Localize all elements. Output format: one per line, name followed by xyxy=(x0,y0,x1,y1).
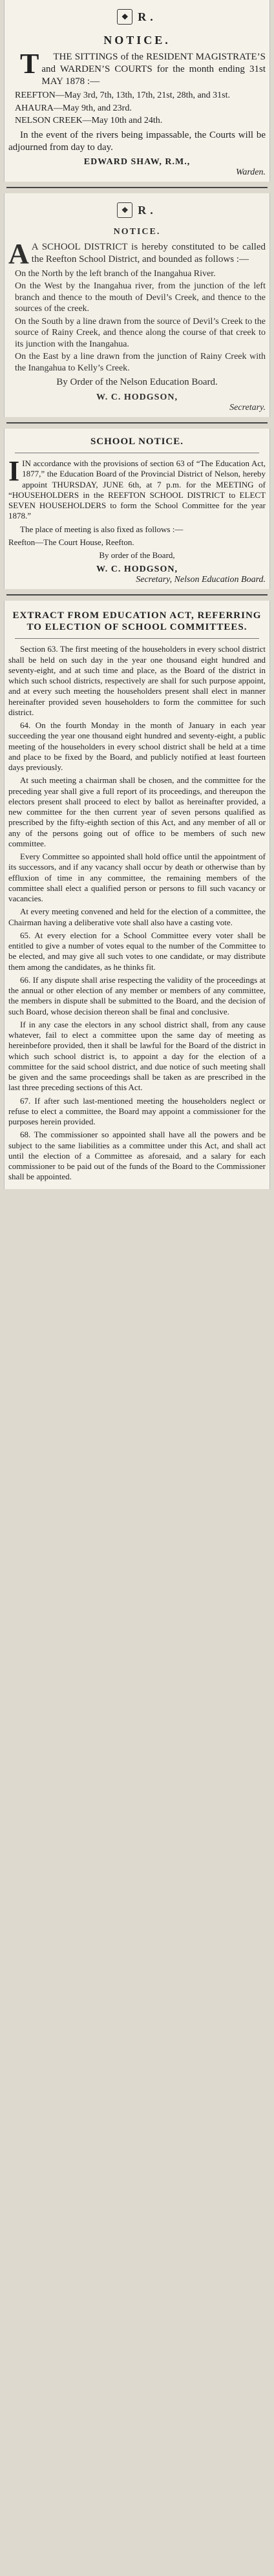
masthead xyxy=(8,4,266,30)
sitting-item: REEFTON—May 3rd, 7th, 13th, 17th, 21st, 28th, and 31st. xyxy=(15,91,231,101)
notice-badge: R. xyxy=(138,10,157,23)
notice-body-text: A SCHOOL DISTRICT is hereby constituted to be called the Reefton School District, and bounded as follows :— xyxy=(31,242,266,264)
sittings-list xyxy=(8,90,266,127)
paragraph-67: If in any case the electors in any school district shall, from any cause whatever, fail to elect a committee upon the same day of meeting as hereinbefore provided, then it shall be lawful for the Board of the district in which such school district is, to appoint a day for the election of a committee for the said school district, and due notice of such meeting shall be given and the same proceedings shall be taken as are prescribed in the last three preceding sections of this Act. xyxy=(8,1019,266,1093)
boundary-item: On the North by the left branch of the Inangahua River. xyxy=(15,268,216,279)
notice-body-text: IN accordance with the provisions of section 63 of “The Education Act, 1877,” the Education Board of the Provincial District of Nelson, hereby appoint THURSDAY, JUNE 6th, at 7 p.m. for the MEETING of “HOUSEHOLDERS in the REEFTON SCHOOL DISTRICT to ELECT SEVEN HOUSEHOLDERS to form the School Committee for the year 1878.” xyxy=(8,458,266,521)
paragraph-chairman: At every meeting convened and held for the election of a committee, the Chairman having a deliberative vote shall also have a casting vote. xyxy=(8,907,266,927)
extract-headline: EXTRACT FROM EDUCATION ACT, REFERRING TO ELECTION OF SCHOOL COMMITTEES. xyxy=(12,610,262,633)
masthead xyxy=(8,197,266,223)
boundary-item: On the East by a line drawn from the junction of Rainy Creek with the Inangahua to Kelly’s Creek. xyxy=(15,352,266,373)
by-order: By Order of the Nelson Education Board. xyxy=(56,377,218,388)
sitting-item: NELSON CREEK—May 10th and 24th. xyxy=(15,116,163,126)
by-order: By order of the Board, xyxy=(99,550,175,560)
divider xyxy=(6,422,268,424)
notice-intro xyxy=(8,48,266,87)
notice-school-meeting xyxy=(4,429,270,589)
royal-crest-icon: ❖ xyxy=(117,9,132,25)
paragraph-committee: Every Committee so appointed shall hold office until the appointment of its successors, and if any vacancy shall occur by death or otherwise than by effluxion of time in any committee, the remaining members of the committee shall elect a qualified person or persons to fill such vacancy or vacancies. xyxy=(8,852,266,903)
signatory-role: Secretary, Nelson Education Board. xyxy=(136,575,266,585)
dropcap: T xyxy=(20,48,39,80)
dropcap: I xyxy=(8,455,20,487)
place: Reefton—The Court House, Reefton. xyxy=(8,537,134,547)
notice-title: NOTICE. xyxy=(103,34,171,47)
divider xyxy=(6,187,268,188)
notice-school-district xyxy=(4,193,270,417)
section-64: 64. On the fourth Monday in the month of January in each year succeeding the year one thousand eight hundred and seventy-eight, a public meeting of the householders in every school district shall be held at a time and place to be fixed by the Board, and publicly notified at least fourteen days previously. xyxy=(8,720,266,772)
dropcap: A xyxy=(8,238,29,270)
notice-title: SCHOOL NOTICE. xyxy=(90,436,184,447)
boundary-item: On the West by the Inangahua river, from the junction of the left branch and thence to the mouth of Devil’s Creek, and thence to the sources of the creek. xyxy=(15,281,266,314)
royal-crest-icon: ❖ xyxy=(117,202,132,218)
boundary-list xyxy=(8,268,266,374)
section-63: Section 63. The first meeting of the householders in every school district shall be held on such day in the year one thousand eight hundred and seventy-eight, and at such time and place, as the Board of the district in which such school districts, respectively are shall for such purpose appoint, and at every such meeting the householders present shall elect in manner hereinafter provided seven householders to form the committee for such district. xyxy=(8,644,266,717)
notice-title: NOTICE. xyxy=(113,227,161,237)
notice-note: In the event of the rivers being impassable, the Courts will be adjourned from day to day. xyxy=(8,129,266,153)
signature-block xyxy=(8,564,266,585)
notice-body xyxy=(8,455,266,522)
divider xyxy=(6,594,268,596)
section-65: 65. At every election for a School Committee every voter shall be entitled to give a number of votes equal to the number of the Committee to be elected, and may give all such votes to one candidate, or may distribute them among the candidates, as he thinks fit. xyxy=(8,930,266,972)
signatory-role: Warden. xyxy=(235,167,266,178)
signatory-role: Secretary. xyxy=(229,403,266,413)
section-68: 68. The commissioner so appointed shall have all the powers and be subject to the same liabilities as a committee under this Act, and shall act until the election of a Committee as aforesaid, and a salary for each commissioner to be paid out of the funds of the Board to the Commissioner shall be appointed. xyxy=(8,1130,266,1182)
extract-education-act xyxy=(4,601,270,1188)
sitting-item: AHAURA—May 9th, and 23rd. xyxy=(15,103,132,113)
signature-block xyxy=(8,392,266,413)
signatory-name: EDWARD SHAW, R.M., xyxy=(83,157,191,167)
notice-intro-text: THE SITTINGS of the RESIDENT MAGISTRATE’S and WARDEN’S COURTS for the month ending 31st MAY 1878 :— xyxy=(41,52,266,87)
paragraph-chair: At such meeting a chairman shall be chosen, and the committee for the preceding year shall give a full report of its proceedings, and thereupon the electors present shall proceed to elect by ballot as hereinafter provided, a new committee for the then current year of seven persons qualified as prescribed by the fifty-eighth section of this Act, and any member of all or any of the persons going out of office to be members of such new committee. xyxy=(8,775,266,848)
signatory-name: W. C. HODGSON, xyxy=(96,392,178,402)
boundary-item: On the South by a line drawn from the source of Devil’s Creek to the source of Rainy Creek, and thence along the course of that creek to its junction with the Inangahua. xyxy=(15,316,266,349)
section-66: 66. If any dispute shall arise respecting the validity of the proceedings at the annual or other election of any member or members of any committee, the members in dispute shall be submitted to the Board, and the decision of such Board, whose decision thereon shall be final and conclusive. xyxy=(8,974,266,1016)
divider xyxy=(15,638,259,639)
section-67: 67. If after such last-mentioned meeting the householders neglect or refuse to elect a committee, the Board may appoint a commissioner for the purposes herein provided. xyxy=(8,1095,266,1126)
place-intro: The place of meeting is also fixed as follows :— xyxy=(20,524,184,534)
notice-badge: R. xyxy=(138,203,157,217)
notice-court-sittings xyxy=(4,0,270,182)
signatory-name: W. C. HODGSON, xyxy=(96,564,178,575)
notice-body xyxy=(8,238,266,270)
signature-block xyxy=(8,157,266,178)
